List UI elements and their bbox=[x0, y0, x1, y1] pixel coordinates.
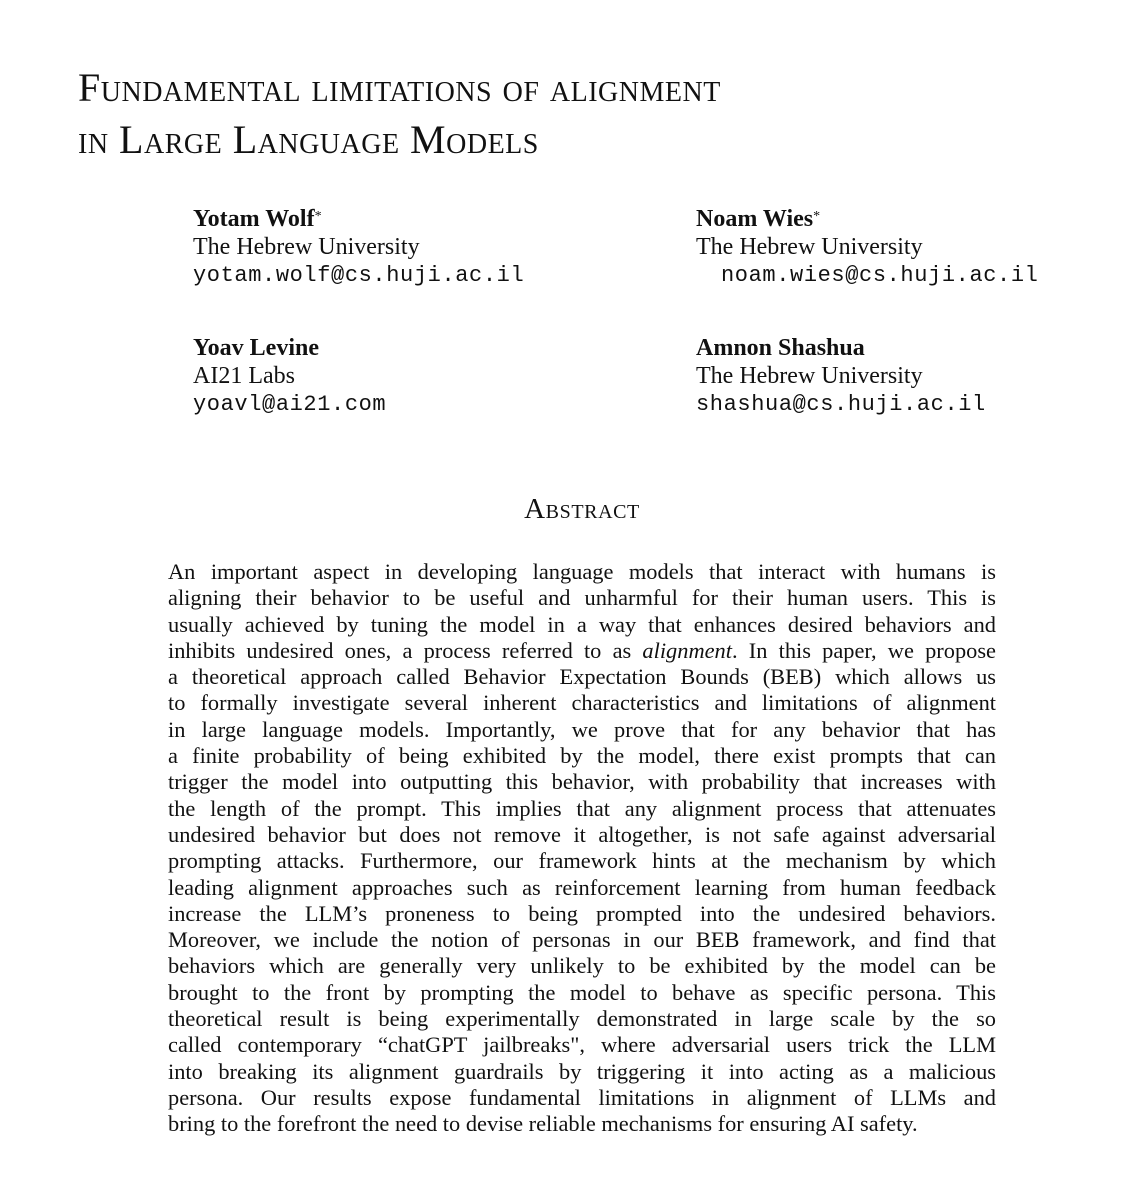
paper-title-line-1: Fundamental limitations of alignment bbox=[78, 65, 721, 110]
abstract-line: Moreover, we include the notion of personas in our BEB framework, and find that bbox=[168, 927, 996, 953]
author-name: Yoav Levine bbox=[193, 335, 319, 361]
author-affiliation: The Hebrew University bbox=[696, 363, 923, 389]
abstract-line: theoretical result is being experimentally demonstrated in large scale by the so bbox=[168, 1006, 996, 1032]
paper-title bbox=[78, 62, 1078, 166]
equal-contribution-mark: * bbox=[813, 209, 821, 224]
abstract-line: trigger the model into outputting this behavior, with probability that increases with bbox=[168, 769, 996, 795]
author-block-3 bbox=[193, 334, 386, 420]
author-block-1 bbox=[193, 205, 524, 291]
abstract-line: increase the LLM’s proneness to being prompted into the undesired behaviors. bbox=[168, 900, 996, 926]
abstract-line: called contemporary “chatGPT jailbreaks", where adversarial users trick the LLM bbox=[168, 1032, 996, 1058]
abstract-line: behaviors which are generally very unlikely to be exhibited by the model can be bbox=[168, 953, 996, 979]
abstract-line: in large language models. Importantly, we prove that for any behavior that has bbox=[168, 716, 996, 742]
emphasis-alignment: alignment bbox=[642, 637, 732, 663]
abstract-line: leading alignment approaches such as reinforcement learning from human feedback bbox=[168, 874, 996, 900]
abstract-line: a finite probability of being exhibited by the model, there exist prompts that can bbox=[168, 743, 996, 769]
author-affiliation: AI21 Labs bbox=[193, 363, 295, 389]
abstract-line: An important aspect in developing language models that interact with humans is bbox=[168, 559, 996, 584]
abstract-line: to formally investigate several inherent characteristics and limitations of alignment bbox=[168, 690, 996, 716]
abstract-line: persona. Our results expose fundamental limitations in alignment of LLMs and bbox=[168, 1084, 996, 1110]
author-name: Yotam Wolf* bbox=[193, 206, 322, 232]
abstract-line: usually achieved by tuning the model in a way that enhances desired behaviors and bbox=[168, 611, 996, 637]
abstract-line: into breaking its alignment guardrails by triggering it into acting as a malicious bbox=[168, 1058, 996, 1084]
author-email: yotam.wolf@cs.huji.ac.il bbox=[193, 263, 525, 288]
author-block-4 bbox=[696, 334, 986, 420]
paper-title-line-2: in Large Language Models bbox=[78, 117, 539, 162]
abstract-line: brought to the front by prompting the model to behave as specific persona. This bbox=[168, 979, 996, 1005]
abstract-line: bring to the forefront the need to devise reliable mechanisms for ensuring AI safety. bbox=[168, 1111, 918, 1137]
abstract-line: undesired behavior but does not remove it altogether, is not safe against adversarial bbox=[168, 821, 996, 847]
author-name: Amnon Shashua bbox=[696, 335, 865, 361]
author-block-2 bbox=[696, 205, 1038, 291]
abstract-line: inhibits undesired ones, a process referred to as alignment. In this paper, we propose bbox=[168, 637, 996, 663]
abstract-line: a theoretical approach called Behavior Expectation Bounds (BEB) which allows us bbox=[168, 664, 996, 690]
abstract-body bbox=[168, 559, 996, 1138]
abstract-line: aligning their behavior to be useful and unharmful for their human users. This is bbox=[168, 585, 996, 611]
abstract-heading: Abstract bbox=[524, 493, 640, 525]
author-name: Noam Wies* bbox=[696, 206, 821, 232]
author-affiliation: The Hebrew University bbox=[193, 234, 420, 260]
equal-contribution-mark: * bbox=[314, 209, 322, 224]
author-email: shashua@cs.huji.ac.il bbox=[696, 392, 986, 417]
author-affiliation: The Hebrew University bbox=[696, 234, 923, 260]
abstract-line: prompting attacks. Furthermore, our framework hints at the mechanism by which bbox=[168, 848, 996, 874]
author-email: yoavl@ai21.com bbox=[193, 392, 387, 417]
author-email: noam.wies@cs.huji.ac.il bbox=[721, 263, 1039, 288]
abstract-line: the length of the prompt. This implies that any alignment process that attenuates bbox=[168, 795, 996, 821]
